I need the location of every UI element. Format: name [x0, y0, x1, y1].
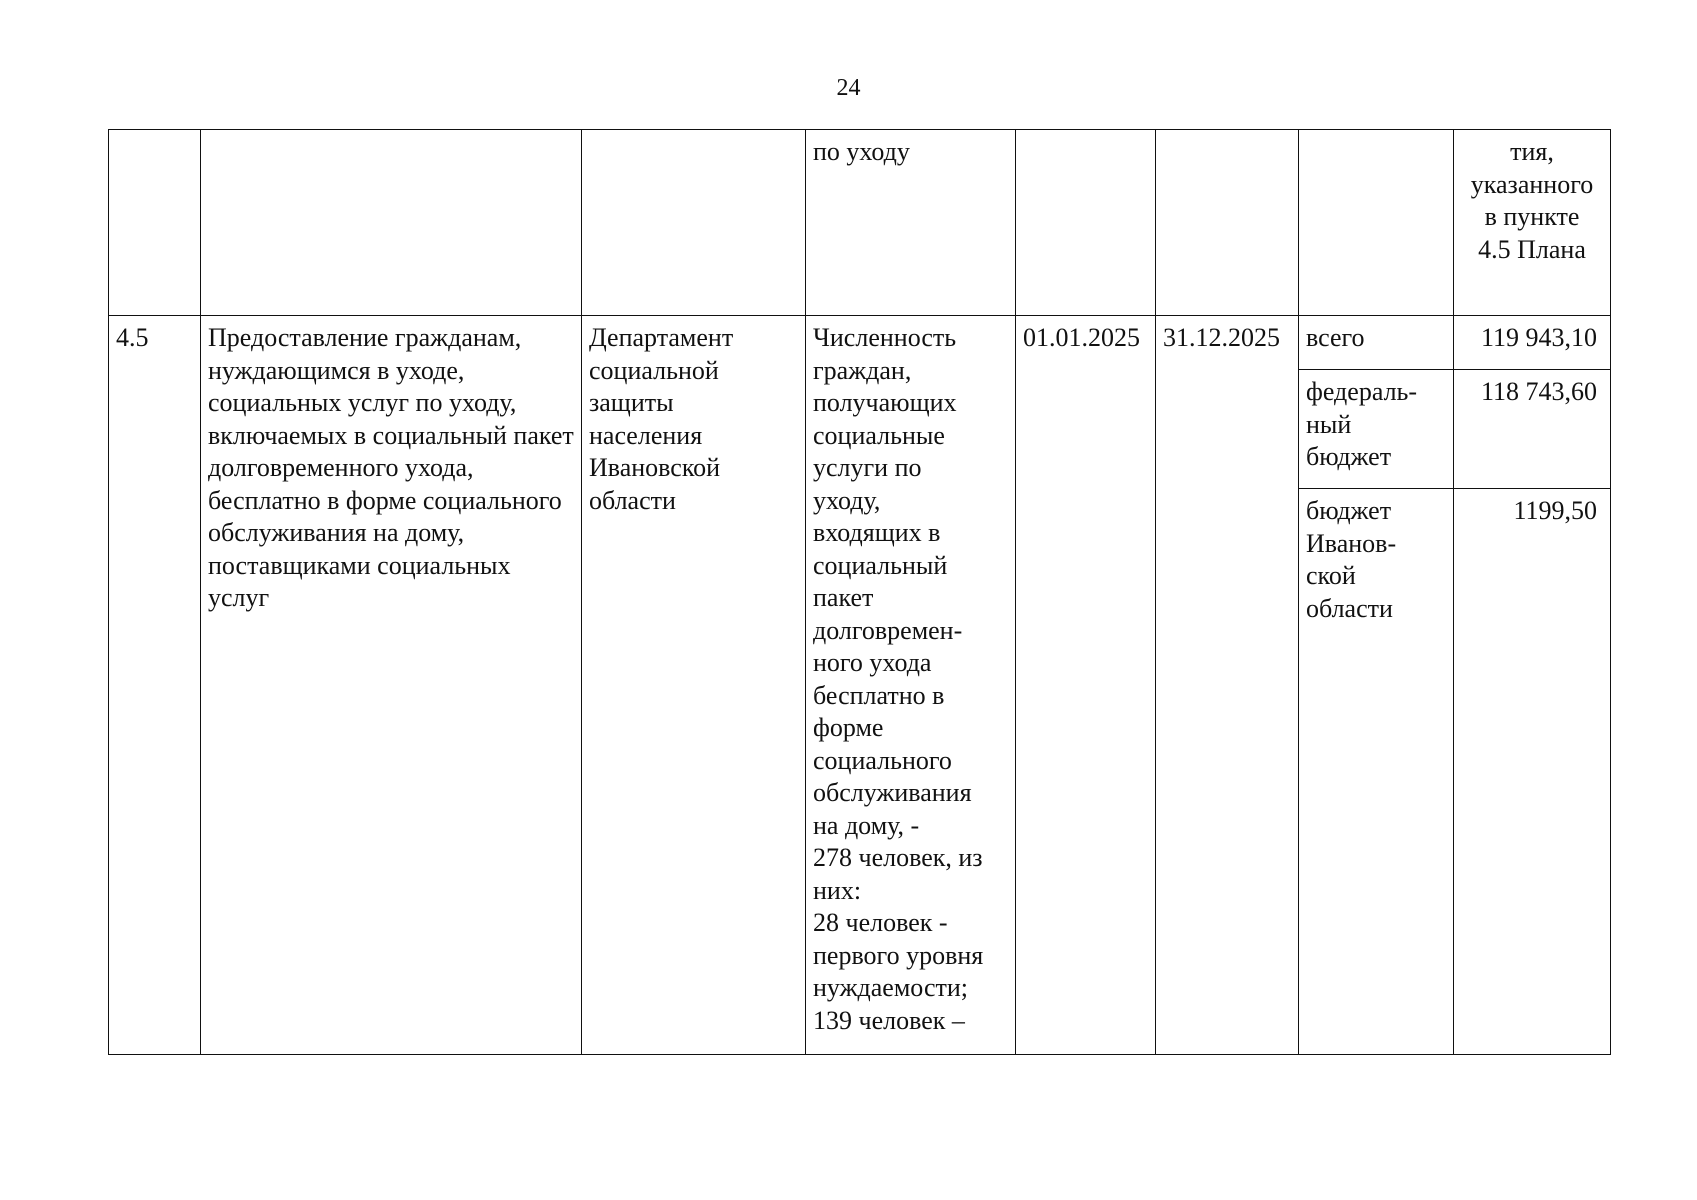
end-date: 31.12.2025 — [1156, 316, 1299, 1055]
cell-empty-executor — [582, 130, 806, 316]
table-row — [109, 316, 1611, 370]
cell-empty-start-date — [1016, 130, 1156, 316]
plan-table — [108, 129, 1611, 1055]
cell-empty-number — [109, 130, 201, 316]
funding-amount-total: 119 943,10 — [1454, 316, 1611, 370]
cell-empty-funding-source — [1299, 130, 1454, 316]
indicator-description: Численность граждан, получающих социальные услуги по уходу, входящих в социальный пакет долговремен- ного ухода бесплатно в форме социального обслуживания на дому, - 278 человек, из них: 28 человек - первого уровня нуждаемости; 139 человек – — [806, 316, 1016, 1055]
page-number: 24 — [836, 75, 861, 101]
funding-source-federal: федераль- ный бюджет — [1299, 370, 1454, 489]
cell-continued-indicator: по уходу — [806, 130, 1016, 316]
funding-source-total: всего — [1299, 316, 1454, 370]
cell-empty-end-date — [1156, 130, 1299, 316]
funding-source-regional: бюджет Иванов- ской области — [1299, 489, 1454, 1055]
activity-description: Предоставление гражданам, нуждающимся в уходе, социальных услуг по уходу, включаемых в социальный пакет долговременного ухода, бесплатно в форме социального обслуживания на дому, поставщиками социальных услуг — [201, 316, 582, 1055]
row-number: 4.5 — [109, 316, 201, 1055]
funding-amount-regional: 1199,50 — [1454, 489, 1611, 1055]
continuation-row — [109, 130, 1611, 316]
start-date: 01.01.2025 — [1016, 316, 1156, 1055]
funding-amount-federal: 118 743,60 — [1454, 370, 1611, 489]
cell-empty-activity — [201, 130, 582, 316]
executor: Департамент социальной защиты населения Ивановской области — [582, 316, 806, 1055]
cell-continued-note: тия, указанного в пункте 4.5 Плана — [1454, 130, 1611, 316]
